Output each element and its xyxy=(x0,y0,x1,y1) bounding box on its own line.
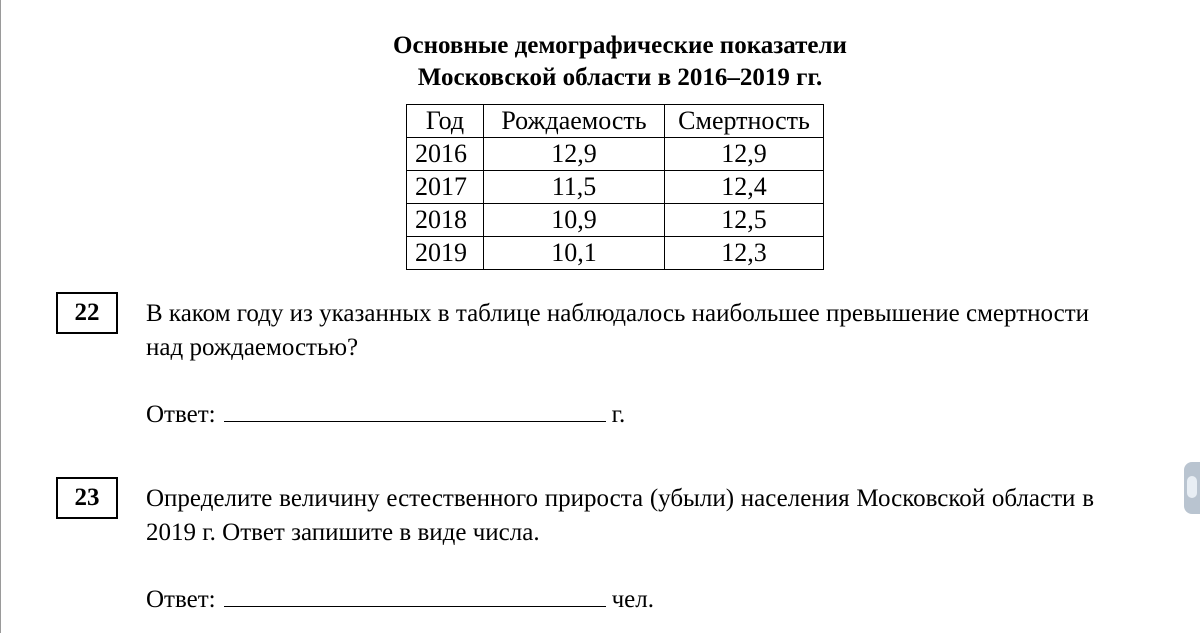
table-row xyxy=(407,138,824,171)
question-22-text: В каком году из указанных в таблице наблюдалось наибольшее превышение смертности над рождаемостью? xyxy=(146,300,1090,361)
cell-year: 2019 xyxy=(407,237,484,270)
cell-birth-rate: 11,5 xyxy=(484,171,665,204)
table-title-line-1: Основные демографические показатели xyxy=(393,32,847,59)
cell-death-rate: 12,4 xyxy=(665,171,824,204)
table-title xyxy=(300,30,940,94)
cell-birth-rate: 12,9 xyxy=(484,138,665,171)
question-23-answer-line xyxy=(146,585,654,615)
table-header-row xyxy=(407,105,824,138)
cell-year: 2017 xyxy=(407,171,484,204)
demographics-table xyxy=(406,104,824,270)
table-row xyxy=(407,204,824,237)
table-row xyxy=(407,237,824,270)
question-22-number: 22 xyxy=(56,292,118,334)
question-22-answer-line xyxy=(146,400,625,430)
side-panel-handle-icon xyxy=(1187,476,1197,498)
question-23-answer-field[interactable] xyxy=(224,586,606,607)
answer-unit: чел. xyxy=(611,586,655,613)
header-birth-rate: Рождаемость xyxy=(484,105,665,138)
cell-birth-rate: 10,9 xyxy=(484,204,665,237)
cell-birth-rate: 10,1 xyxy=(484,237,665,270)
cell-death-rate: 12,3 xyxy=(665,237,824,270)
header-death-rate: Смертность xyxy=(665,105,824,138)
question-23-number: 23 xyxy=(56,477,118,519)
answer-label: Ответ: xyxy=(146,586,216,613)
cell-year: 2018 xyxy=(407,204,484,237)
question-22-answer-field[interactable] xyxy=(224,401,606,422)
answer-unit: г. xyxy=(611,401,626,428)
table-title-line-2: Московской области в 2016–2019 гг. xyxy=(417,64,823,91)
question-23-text: Определите величину естественного прироста (убыли) населения Московской области в 2019 г. Ответ запишите в виде числа. xyxy=(146,485,1094,546)
cell-death-rate: 12,5 xyxy=(665,204,824,237)
cell-death-rate: 12,9 xyxy=(665,138,824,171)
page-left-border xyxy=(0,0,1,633)
answer-label: Ответ: xyxy=(146,401,216,428)
table-row xyxy=(407,171,824,204)
cell-year: 2016 xyxy=(407,138,484,171)
side-panel-toggle-icon[interactable] xyxy=(1184,462,1200,514)
header-year: Год xyxy=(407,105,484,138)
